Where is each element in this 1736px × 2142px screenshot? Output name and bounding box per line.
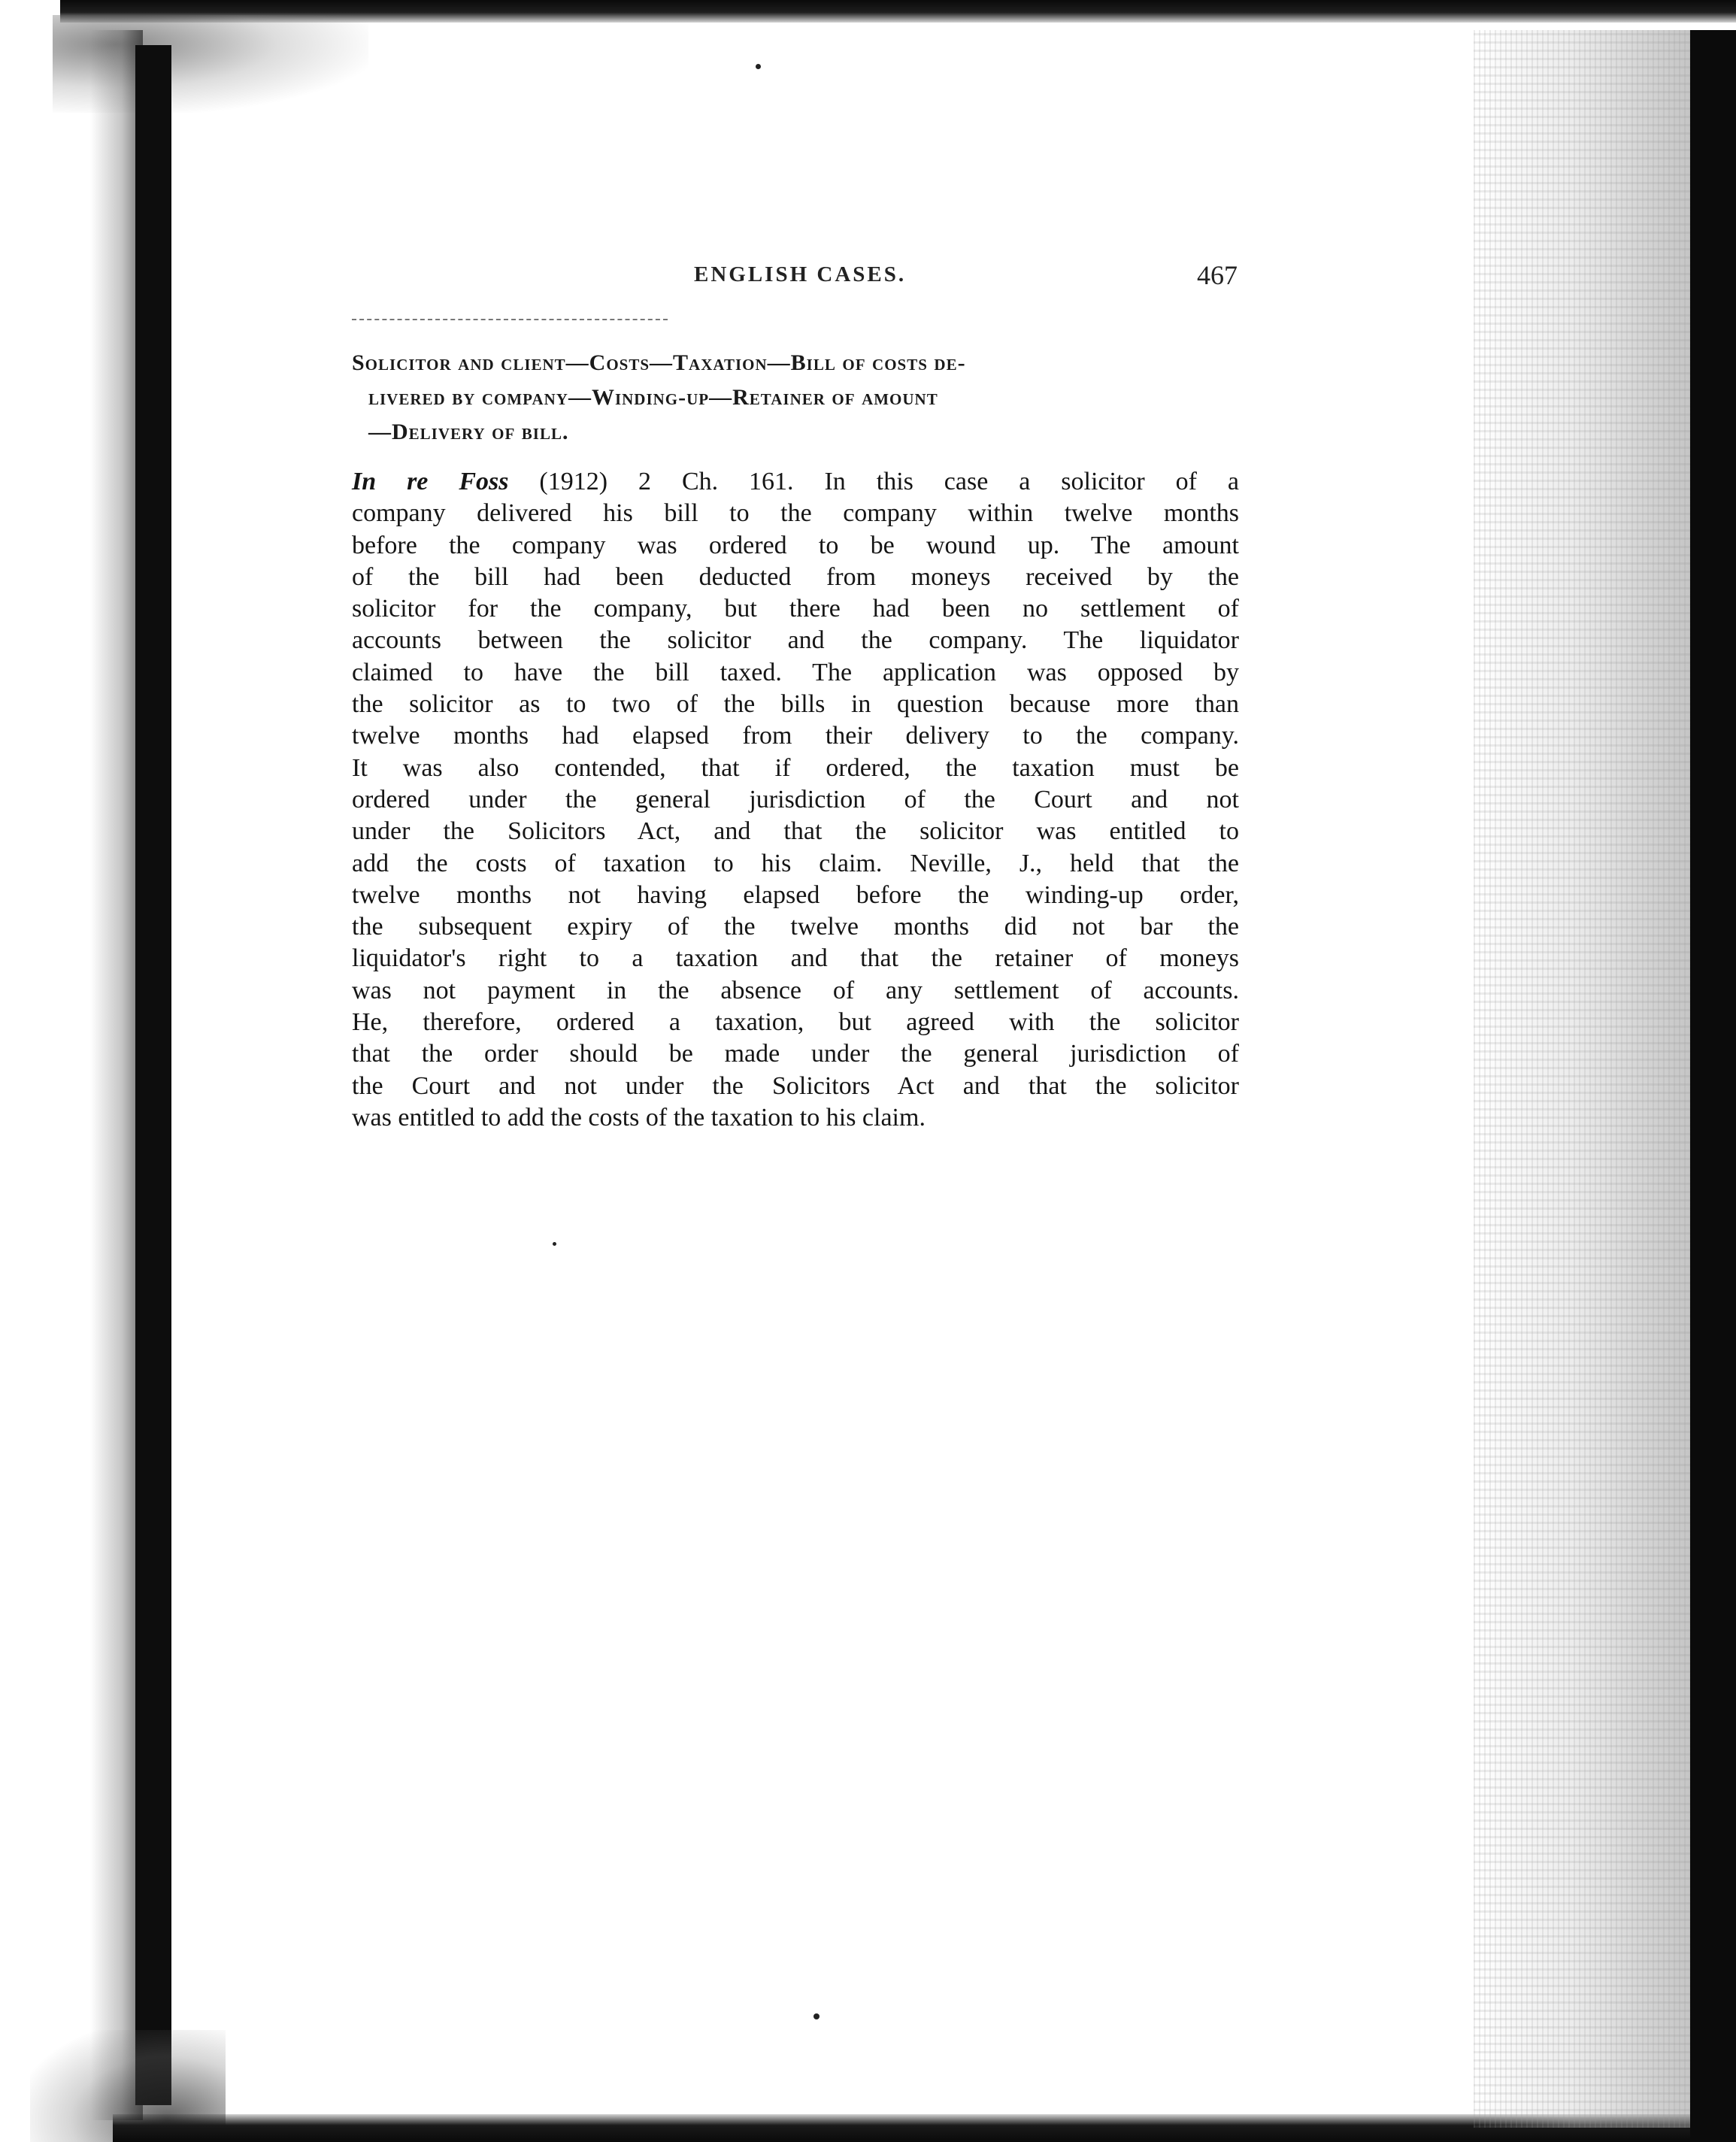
body-line: company delivered his bill to the company within twelve months	[352, 499, 1239, 528]
header-rule	[352, 319, 668, 320]
citation: (1912) 2 Ch. 161. In this case a solicitor of a	[508, 468, 1239, 495]
body-line: liquidator's right to a taxation and that the retainer of moneys	[352, 944, 1239, 973]
page-header	[352, 259, 1238, 297]
scan-noise-strip	[1474, 30, 1692, 2128]
running-head: ENGLISH CASES.	[694, 262, 907, 286]
body-line-first	[352, 466, 1239, 498]
body-line: twelve months not having elapsed before the winding-up order,	[352, 880, 1239, 909]
body-line: that the order should be made under the general jurisdiction of	[352, 1040, 1239, 1068]
scan-speck	[553, 1242, 556, 1246]
case-summary	[352, 466, 1239, 1134]
body-line: before the company was ordered to be wound up. The amount	[352, 531, 1239, 559]
body-line: ordered under the general jurisdiction of the Court and not	[352, 785, 1239, 813]
binding-edge	[135, 45, 171, 2105]
body-line: It was also contended, that if ordered, the taxation must be	[352, 753, 1239, 782]
body-line: the subsequent expiry of the twelve months did not bar the	[352, 913, 1239, 941]
page-number: 467	[1197, 260, 1238, 290]
body-line: twelve months had elapsed from their delivery to the company.	[352, 722, 1239, 750]
body-line: claimed to have the bill taxed. The application was opposed by	[352, 658, 1239, 686]
body-line: the Court and not under the Solicitors Act and that the solicitor	[352, 1071, 1239, 1100]
body-line: of the bill had been deducted from moneys received by the	[352, 562, 1239, 591]
heading-line: —Delivery of bill.	[368, 420, 569, 444]
body-line: was not payment in the absence of any settlement of accounts.	[352, 976, 1239, 1004]
heading-line: Solicitor and client—Costs—Taxation—Bill of costs de-	[352, 350, 966, 375]
scan-speck	[813, 2013, 820, 2019]
heading-line: livered by company—Winding-up—Retainer of amount	[368, 385, 938, 410]
body-line: solicitor for the company, but there had been no settlement of	[352, 595, 1239, 623]
scan-right-border	[1690, 30, 1736, 2142]
body-line: He, therefore, ordered a taxation, but agreed with the solicitor	[352, 1008, 1239, 1037]
scan-speck	[756, 64, 761, 69]
case-name: In re Foss	[352, 468, 509, 495]
body-line: under the Solicitors Act, and that the solicitor was entitled to	[352, 817, 1239, 846]
body-line-last: was entitled to add the costs of the taxation to his claim.	[352, 1103, 926, 1132]
body-line: the solicitor as to two of the bills in question because more than	[352, 690, 1239, 719]
case-heading	[352, 346, 1239, 450]
body-line: accounts between the solicitor and the company. The liquidator	[352, 626, 1239, 655]
body-line: add the costs of taxation to his claim. Neville, J., held that the	[352, 849, 1239, 877]
